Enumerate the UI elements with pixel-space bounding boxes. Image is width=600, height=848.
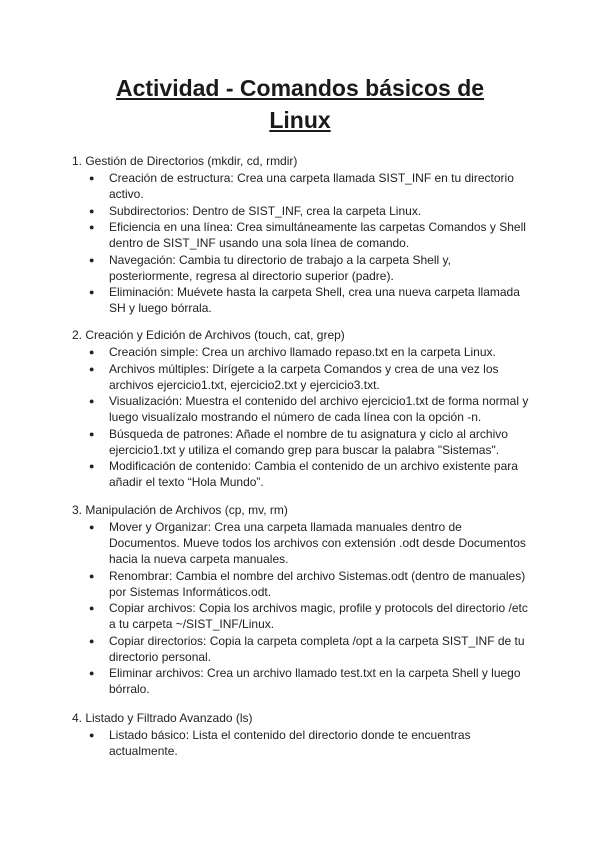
document-title: [60, 72, 540, 136]
section-listing: [72, 710, 542, 760]
list-item: ● Archivos múltiples: Dirígete a la carpeta Comandos y crea de una vez los archivos ejercicio1.txt, ejercicio2.txt y ejercicio3.txt.: [72, 361, 542, 393]
list-item: ● Eliminación: Muévete hasta la carpeta Shell, crea una nueva carpeta llamada SH y luego bórrala.: [72, 284, 542, 316]
list-item: ● Mover y Organizar: Crea una carpeta llamada manuales dentro de Documentos. Mueve todos los archivos con extensión .odt desde Documentos hacia la nueva carpeta manuales.: [72, 519, 542, 567]
bullet-list: [72, 344, 542, 490]
list-item: ● Visualización: Muestra el contenido del archivo ejercicio1.txt de forma normal y luego visualízalo mostrando el número de cada línea con la opción -n.: [72, 393, 542, 425]
section-heading: 1. Gestión de Directorios (mkdir, cd, rmdir): [72, 154, 298, 168]
list-item: ● Creación de estructura: Crea una carpeta llamada SIST_INF en tu directorio activo.: [72, 170, 542, 202]
list-item: ● Listado básico: Lista el contenido del directorio donde te encuentras actualmente.: [72, 727, 542, 759]
list-item: ● Modificación de contenido: Cambia el contenido de un archivo existente para añadir el texto “Hola Mundo”.: [72, 458, 542, 490]
bullet-list: [72, 519, 542, 697]
section-heading: 3. Manipulación de Archivos (cp, mv, rm): [72, 503, 288, 517]
list-item: ● Renombrar: Cambia el nombre del archivo Sistemas.odt (dentro de manuales) por Sistemas Informáticos.odt.: [72, 568, 542, 600]
list-item: ● Copiar directorios: Copia la carpeta completa /opt a la carpeta SIST_INF de tu directorio personal.: [72, 633, 542, 665]
list-item: ● Navegación: Cambia tu directorio de trabajo a la carpeta Shell y, posteriormente, regresa al directorio superior (padre).: [72, 252, 542, 284]
title-line-1: Actividad - Comandos básicos de: [115, 75, 485, 101]
section-heading: 2. Creación y Edición de Archivos (touch, cat, grep): [72, 328, 345, 342]
section-file-creation: [72, 327, 542, 491]
list-item: ● Búsqueda de patrones: Añade el nombre de tu asignatura y ciclo al archivo ejercicio1.txt y utiliza el comando grep para buscar la palabra "Sistemas".: [72, 426, 542, 458]
list-item: ● Eficiencia en una línea: Crea simultáneamente las carpetas Comandos y Shell dentro de SIST_INF usando una sola línea de comando.: [72, 219, 542, 251]
list-item: ● Creación simple: Crea un archivo llamado repaso.txt en la carpeta Linux.: [72, 344, 542, 360]
section-heading: 4. Listado y Filtrado Avanzado (ls): [72, 711, 253, 725]
bullet-list: [72, 727, 542, 759]
list-item: ● Eliminar archivos: Crea un archivo llamado test.txt en la carpeta Shell y luego bórralo.: [72, 665, 542, 697]
list-item: ● Subdirectorios: Dentro de SIST_INF, crea la carpeta Linux.: [72, 203, 542, 219]
bullet-list: [72, 170, 542, 316]
list-item: ● Copiar archivos: Copia los archivos magic, profile y protocols del directorio /etc a tu carpeta ~/SIST_INF/Linux.: [72, 600, 542, 632]
section-file-manipulation: [72, 502, 542, 698]
title-line-2: Linux: [269, 107, 331, 133]
section-directory-management: [72, 153, 542, 317]
